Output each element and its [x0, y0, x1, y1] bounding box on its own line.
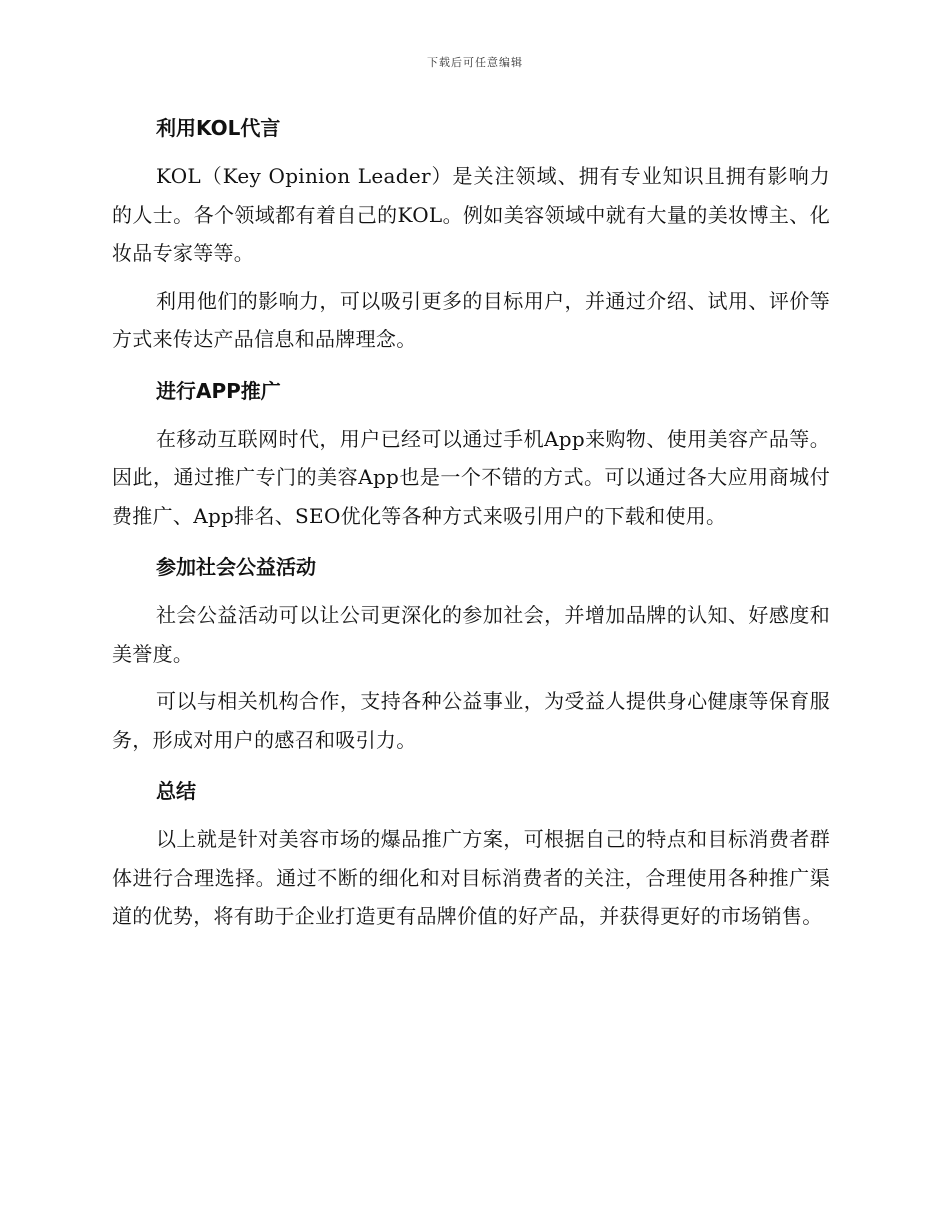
paragraph: 在移动互联网时代，用户已经可以通过手机App来购物、使用美容产品等。因此，通过推广专门的美容App也是一个不错的方式。可以通过各大应用商城付费推广、App排名、SEO优化等各种方式来吸引用户的下载和使用。: [112, 426, 830, 528]
section-heading: 参加社会公益活动: [156, 555, 316, 579]
section-heading: 总结: [156, 779, 196, 803]
paragraph: 以上就是针对美容市场的爆品推广方案，可根据自己的特点和目标消费者群体进行合理选择。通过不断的细化和对目标消费者的关注，合理使用各种推广渠道的优势，将有助于企业打造更有品牌价值的好产品，并获得更好的市场销售。: [112, 827, 830, 928]
section-heading: 进行APP推广: [156, 378, 281, 403]
section-heading: 利用KOL代言: [156, 116, 281, 140]
paragraph: 利用他们的影响力，可以吸引更多的目标用户，并通过介绍、试用、评价等方式来传达产品信息和品牌理念。: [112, 288, 830, 351]
section-public-welfare: [112, 547, 830, 759]
document-body: [112, 108, 830, 936]
paragraph: 社会公益活动可以让公司更深化的参加社会，并增加品牌的认知、好感度和美誉度。: [112, 603, 830, 666]
paragraph: 可以与相关机构合作，支持各种公益事业，为受益人提供身心健康等保育服务，形成对用户的感召和吸引力。: [112, 689, 830, 752]
paragraph: KOL（Key Opinion Leader）是关注领域、拥有专业知识且拥有影响力的人士。各个领域都有着自己的KOL。例如美容领域中就有大量的美妆博主、化妆品专家等等。: [112, 164, 830, 265]
section-summary: [112, 771, 830, 936]
header-note: 下载后可任意编辑: [427, 56, 523, 69]
section-app-promotion: [112, 371, 830, 536]
section-kol: [112, 108, 830, 359]
